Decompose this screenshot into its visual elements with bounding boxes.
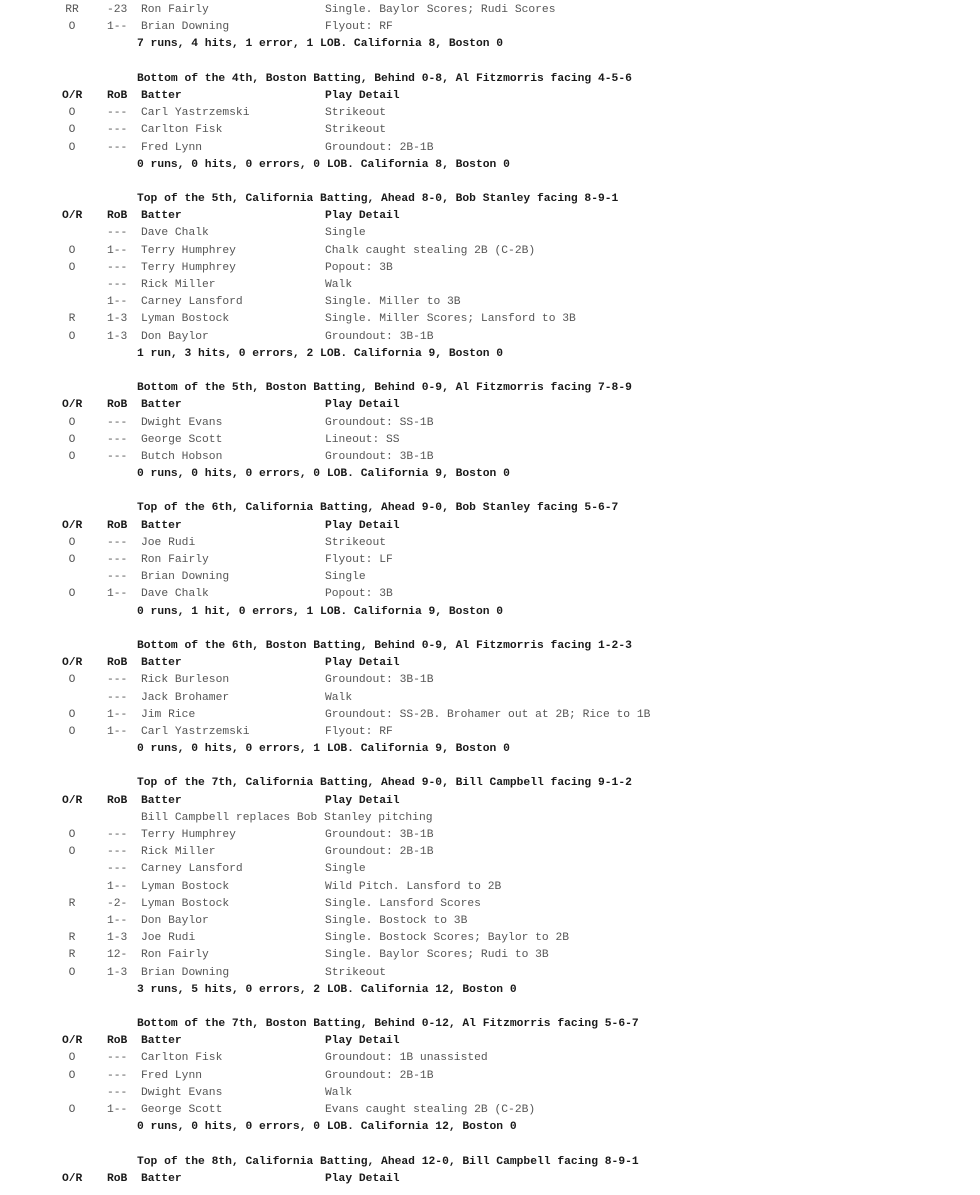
batter-cell: Rick Miller (141, 279, 216, 291)
batter-cell: George Scott (141, 433, 223, 446)
play-row (0, 432, 980, 449)
batter-cell: Brian Downing (141, 966, 230, 979)
batter-cell: Rick Miller (141, 846, 216, 859)
header-batter: Batter (141, 657, 182, 670)
runners-on-base-cell: 1-- (107, 914, 128, 927)
header-play-detail: Play Detail (325, 657, 400, 670)
batter-cell: Dwight Evans (141, 1086, 223, 1099)
column-header-row (0, 655, 980, 672)
out-run-cell: O (68, 829, 76, 841)
play-detail-cell: Groundout: SS-1B (325, 416, 434, 429)
header-batter: Batter (141, 1172, 182, 1185)
inning-summary-text: 3 runs, 5 hits, 0 errors, 2 LOB. California 12, Boston 0 (137, 983, 517, 996)
inning-summary (0, 982, 980, 999)
play-row (0, 535, 980, 552)
runners-on-base-cell: --- (107, 279, 128, 291)
header-or: O/R (62, 210, 83, 223)
out-run-cell: R (68, 313, 76, 326)
play-detail-cell: Single (325, 571, 366, 584)
out-run-cell: O (68, 708, 76, 721)
spacer (0, 1136, 980, 1153)
runners-on-base-cell: 1-- (107, 244, 128, 257)
runners-on-base-cell: --- (107, 107, 128, 120)
play-row (0, 586, 980, 603)
runners-on-base-cell: 1-- (107, 21, 128, 34)
header-play-detail: Play Detail (325, 794, 400, 807)
out-run-cell: O (68, 124, 76, 137)
inning-summary (0, 157, 980, 174)
play-row (0, 844, 980, 861)
out-run-cell: O (68, 416, 76, 429)
inning-title-text: Top of the 7th, California Batting, Ahead 9-0, Bill Campbell facing 9-1-2 (137, 777, 632, 790)
inning-summary-text: 0 runs, 0 hits, 0 errors, 0 LOB. California 8, Boston 0 (137, 158, 510, 171)
play-detail-cell: Walk (325, 279, 353, 291)
play-row (0, 329, 980, 346)
batter-cell: Ron Fairly (141, 949, 209, 962)
out-run-cell: O (68, 21, 76, 34)
batter-cell: Carney Lansford (141, 863, 243, 876)
inning-title (0, 71, 980, 88)
inning-title (0, 191, 980, 208)
play-row (0, 415, 980, 432)
play-row (0, 965, 980, 982)
out-run-cell: R (68, 932, 76, 945)
header-batter: Batter (141, 399, 182, 412)
out-run-cell: O (68, 330, 76, 343)
runners-on-base-cell: --- (107, 863, 128, 876)
spacer (0, 483, 980, 500)
runners-on-base-cell: -2- (107, 897, 128, 910)
inning-summary (0, 36, 980, 53)
play-detail-cell: Chalk caught stealing 2B (C-2B) (325, 244, 536, 257)
spacer (0, 174, 980, 191)
note-text: Bill Campbell replaces Bob Stanley pitching (141, 811, 433, 824)
play-detail-cell: Groundout: 1B unassisted (325, 1052, 488, 1065)
play-detail-cell: Flyout: LF (325, 554, 393, 566)
play-row (0, 947, 980, 964)
runners-on-base-cell: --- (107, 141, 128, 154)
play-detail-cell: Groundout: 2B-1B (325, 1069, 434, 1082)
out-run-cell: O (68, 846, 76, 859)
inning-summary-text: 0 runs, 0 hits, 0 errors, 0 LOB. California 12, Boston 0 (137, 1121, 517, 1134)
out-run-cell: O (68, 261, 76, 274)
inning-summary-text: 0 runs, 0 hits, 0 errors, 1 LOB. California 9, Boston 0 (137, 743, 510, 756)
batter-cell: Don Baylor (141, 330, 209, 343)
play-row (0, 913, 980, 930)
runners-on-base-cell: 1-3 (107, 932, 128, 945)
batter-cell: Terry Humphrey (141, 829, 236, 841)
batter-cell: Butch Hobson (141, 450, 223, 463)
header-rob: RoB (107, 1035, 128, 1048)
header-rob: RoB (107, 1172, 128, 1185)
play-row (0, 1050, 980, 1067)
inning-title (0, 1154, 980, 1171)
play-detail-cell: Single. Baylor Scores; Rudi Scores (325, 4, 556, 16)
inning-summary (0, 346, 980, 363)
header-or: O/R (62, 1172, 83, 1185)
out-run-cell: O (68, 1104, 76, 1116)
inning-summary-text: 1 run, 3 hits, 0 errors, 2 LOB. California 9, Boston 0 (137, 347, 504, 360)
spacer (0, 999, 980, 1016)
batter-cell: Rick Burleson (141, 674, 230, 687)
play-row (0, 896, 980, 913)
inning-title-text: Top of the 6th, California Batting, Ahead 9-0, Bob Stanley facing 5-6-7 (137, 502, 619, 515)
play-row (0, 1102, 980, 1119)
play-row (0, 1085, 980, 1102)
play-row (0, 449, 980, 466)
out-run-cell: O (68, 433, 76, 446)
inning-title-text: Bottom of the 5th, Boston Batting, Behind 0-9, Al Fitzmorris facing 7-8-9 (137, 382, 632, 395)
play-row (0, 552, 980, 569)
runners-on-base-cell: --- (107, 1086, 128, 1099)
runners-on-base-cell: 1-- (107, 1104, 128, 1116)
runners-on-base-cell: --- (107, 691, 128, 704)
play-detail-cell: Groundout: 3B-1B (325, 450, 434, 463)
inning-title-text: Bottom of the 6th, Boston Batting, Behind 0-9, Al Fitzmorris facing 1-2-3 (137, 639, 632, 652)
inning-title (0, 638, 980, 655)
batter-cell: Lyman Bostock (141, 313, 230, 326)
runners-on-base-cell: 1-- (107, 588, 128, 601)
batter-cell: Dave Chalk (141, 588, 209, 601)
play-row (0, 277, 980, 294)
header-or: O/R (62, 1035, 83, 1048)
play-detail-cell: Single. Bostock to 3B (325, 914, 468, 927)
play-detail-cell: Single (325, 863, 366, 876)
play-detail-cell: Groundout: 2B-1B (325, 141, 434, 154)
play-detail-cell: Single. Lansford Scores (325, 897, 481, 910)
pitching-change-note (0, 810, 980, 827)
batter-cell: Fred Lynn (141, 141, 203, 154)
play-row (0, 225, 980, 242)
batter-cell: Don Baylor (141, 914, 209, 927)
inning-summary (0, 466, 980, 483)
out-run-cell: O (68, 107, 76, 120)
play-detail-cell: Single. Miller to 3B (325, 296, 461, 309)
play-detail-cell: Evans caught stealing 2B (C-2B) (325, 1104, 536, 1116)
inning-summary-text: 0 runs, 0 hits, 0 errors, 0 LOB. California 9, Boston 0 (137, 468, 510, 481)
batter-cell: Joe Rudi (141, 932, 196, 945)
play-detail-cell: Walk (325, 1086, 353, 1099)
play-row (0, 690, 980, 707)
out-run-cell: O (68, 725, 76, 738)
runners-on-base-cell: --- (107, 227, 128, 240)
play-row (0, 260, 980, 277)
play-row (0, 122, 980, 139)
out-run-cell: RR (65, 4, 79, 16)
out-run-cell: O (68, 141, 76, 154)
inning-summary-text: 7 runs, 4 hits, 1 error, 1 LOB. California 8, Boston 0 (137, 38, 504, 51)
header-or: O/R (62, 519, 83, 532)
header-batter: Batter (141, 519, 182, 532)
out-run-cell: O (68, 244, 76, 257)
batter-cell: Jack Brohamer (141, 691, 230, 704)
runners-on-base-cell: 1-3 (107, 313, 128, 326)
out-run-cell: R (68, 949, 76, 962)
header-rob: RoB (107, 399, 128, 412)
out-run-cell: O (68, 450, 76, 463)
play-detail-cell: Flyout: RF (325, 21, 393, 34)
runners-on-base-cell: --- (107, 124, 128, 137)
runners-on-base-cell: 1-3 (107, 966, 128, 979)
play-detail-cell: Popout: 3B (325, 588, 393, 601)
runners-on-base-cell: --- (107, 674, 128, 687)
header-play-detail: Play Detail (325, 1035, 400, 1048)
play-row (0, 707, 980, 724)
spacer (0, 758, 980, 775)
inning-title-text: Bottom of the 4th, Boston Batting, Behind 0-8, Al Fitzmorris facing 4-5-6 (137, 72, 632, 85)
runners-on-base-cell: --- (107, 536, 128, 549)
play-detail-cell: Strikeout (325, 536, 387, 549)
play-detail-cell: Groundout: 2B-1B (325, 846, 434, 859)
runners-on-base-cell: --- (107, 571, 128, 584)
play-detail-cell: Walk (325, 691, 353, 704)
play-detail-cell: Wild Pitch. Lansford to 2B (325, 880, 502, 893)
play-row (0, 1068, 980, 1085)
play-row (0, 879, 980, 896)
play-detail-cell: Groundout: 3B-1B (325, 674, 434, 687)
play-detail-cell: Flyout: RF (325, 725, 393, 738)
header-rob: RoB (107, 794, 128, 807)
inning-summary (0, 604, 980, 621)
batter-cell: Jim Rice (141, 708, 196, 721)
header-batter: Batter (141, 1035, 182, 1048)
batter-cell: Dave Chalk (141, 227, 209, 240)
play-row (0, 2, 980, 19)
play-detail-cell: Single. Miller Scores; Lansford to 3B (325, 313, 576, 326)
out-run-cell: O (68, 1069, 76, 1082)
batter-cell: Terry Humphrey (141, 244, 236, 257)
column-header-row (0, 1171, 980, 1188)
runners-on-base-cell: 1-- (107, 708, 128, 721)
batter-cell: Brian Downing (141, 21, 230, 34)
play-row (0, 569, 980, 586)
spacer (0, 621, 980, 638)
inning-title (0, 775, 980, 792)
runners-on-base-cell: -23 (107, 4, 128, 16)
batter-cell: Carl Yastrzemski (141, 107, 250, 120)
play-row (0, 105, 980, 122)
spacer (0, 363, 980, 380)
play-row (0, 294, 980, 311)
play-detail-cell: Lineout: SS (325, 433, 400, 446)
out-run-cell: O (68, 588, 76, 601)
out-run-cell: O (68, 536, 76, 549)
inning-title (0, 380, 980, 397)
header-play-detail: Play Detail (325, 519, 400, 532)
header-play-detail: Play Detail (325, 210, 400, 223)
inning-title-text: Top of the 8th, California Batting, Ahead 12-0, Bill Campbell facing 8-9-1 (137, 1155, 639, 1168)
header-batter: Batter (141, 210, 182, 223)
column-header-row (0, 518, 980, 535)
play-row (0, 19, 980, 36)
batter-cell: Ron Fairly (141, 554, 209, 566)
play-row (0, 311, 980, 328)
batter-cell: Ron Fairly (141, 4, 209, 16)
play-detail-cell: Strikeout (325, 107, 387, 120)
play-detail-cell: Popout: 3B (325, 261, 393, 274)
out-run-cell: O (68, 1052, 76, 1065)
play-detail-cell: Single. Baylor Scores; Rudi to 3B (325, 949, 549, 962)
play-row (0, 243, 980, 260)
inning-summary-text: 0 runs, 1 hit, 0 errors, 1 LOB. California 9, Boston 0 (137, 605, 504, 618)
play-row (0, 827, 980, 844)
column-header-row (0, 397, 980, 414)
batter-cell: Carney Lansford (141, 296, 243, 309)
play-row (0, 861, 980, 878)
play-detail-cell: Single. Bostock Scores; Baylor to 2B (325, 932, 570, 945)
header-rob: RoB (107, 89, 128, 102)
header-rob: RoB (107, 657, 128, 670)
spacer (0, 54, 980, 71)
inning-title-text: Top of the 5th, California Batting, Ahead 8-0, Bob Stanley facing 8-9-1 (137, 193, 619, 206)
batter-cell: Brian Downing (141, 571, 230, 584)
play-detail-cell: Strikeout (325, 124, 387, 137)
header-play-detail: Play Detail (325, 89, 400, 102)
runners-on-base-cell: --- (107, 1069, 128, 1082)
header-play-detail: Play Detail (325, 399, 400, 412)
play-by-play-document (0, 2, 980, 1188)
play-detail-cell: Groundout: 3B-1B (325, 330, 434, 343)
runners-on-base-cell: --- (107, 433, 128, 446)
header-rob: RoB (107, 519, 128, 532)
out-run-cell: O (68, 966, 76, 979)
inning-summary (0, 1119, 980, 1136)
header-or: O/R (62, 657, 83, 670)
out-run-cell: O (68, 674, 76, 687)
header-batter: Batter (141, 89, 182, 102)
inning-title-text: Bottom of the 7th, Boston Batting, Behind 0-12, Al Fitzmorris facing 5-6-7 (137, 1018, 639, 1031)
out-run-cell: R (68, 897, 76, 910)
runners-on-base-cell: --- (107, 1052, 128, 1065)
play-detail-cell: Groundout: SS-2B. Brohamer out at 2B; Rice to 1B (325, 708, 651, 721)
batter-cell: Carl Yastrzemski (141, 725, 250, 738)
runners-on-base-cell: --- (107, 450, 128, 463)
header-batter: Batter (141, 794, 182, 807)
header-rob: RoB (107, 210, 128, 223)
column-header-row (0, 793, 980, 810)
batter-cell: Dwight Evans (141, 416, 223, 429)
runners-on-base-cell: 1-3 (107, 330, 128, 343)
play-detail-cell: Single (325, 227, 366, 240)
runners-on-base-cell: --- (107, 261, 128, 274)
header-or: O/R (62, 399, 83, 412)
runners-on-base-cell: --- (107, 829, 128, 841)
out-run-cell: O (68, 554, 76, 566)
batter-cell: Lyman Bostock (141, 897, 230, 910)
runners-on-base-cell: --- (107, 416, 128, 429)
batter-cell: Terry Humphrey (141, 261, 236, 274)
batter-cell: Fred Lynn (141, 1069, 203, 1082)
column-header-row (0, 208, 980, 225)
runners-on-base-cell: 1-- (107, 880, 128, 893)
play-detail-cell: Groundout: 3B-1B (325, 829, 434, 841)
runners-on-base-cell: 1-- (107, 725, 128, 738)
header-play-detail: Play Detail (325, 1172, 400, 1185)
play-row (0, 930, 980, 947)
inning-title (0, 1016, 980, 1033)
runners-on-base-cell: --- (107, 846, 128, 859)
batter-cell: George Scott (141, 1104, 223, 1116)
batter-cell: Carlton Fisk (141, 1052, 223, 1065)
runners-on-base-cell: 12- (107, 949, 128, 962)
column-header-row (0, 1033, 980, 1050)
play-row (0, 672, 980, 689)
runners-on-base-cell: 1-- (107, 296, 128, 309)
runners-on-base-cell: --- (107, 554, 128, 566)
inning-summary (0, 741, 980, 758)
batter-cell: Joe Rudi (141, 536, 196, 549)
play-detail-cell: Strikeout (325, 966, 387, 979)
play-row (0, 140, 980, 157)
play-row (0, 724, 980, 741)
batter-cell: Carlton Fisk (141, 124, 223, 137)
column-header-row (0, 88, 980, 105)
inning-title (0, 500, 980, 517)
header-or: O/R (62, 794, 83, 807)
header-or: O/R (62, 89, 83, 102)
batter-cell: Lyman Bostock (141, 880, 230, 893)
